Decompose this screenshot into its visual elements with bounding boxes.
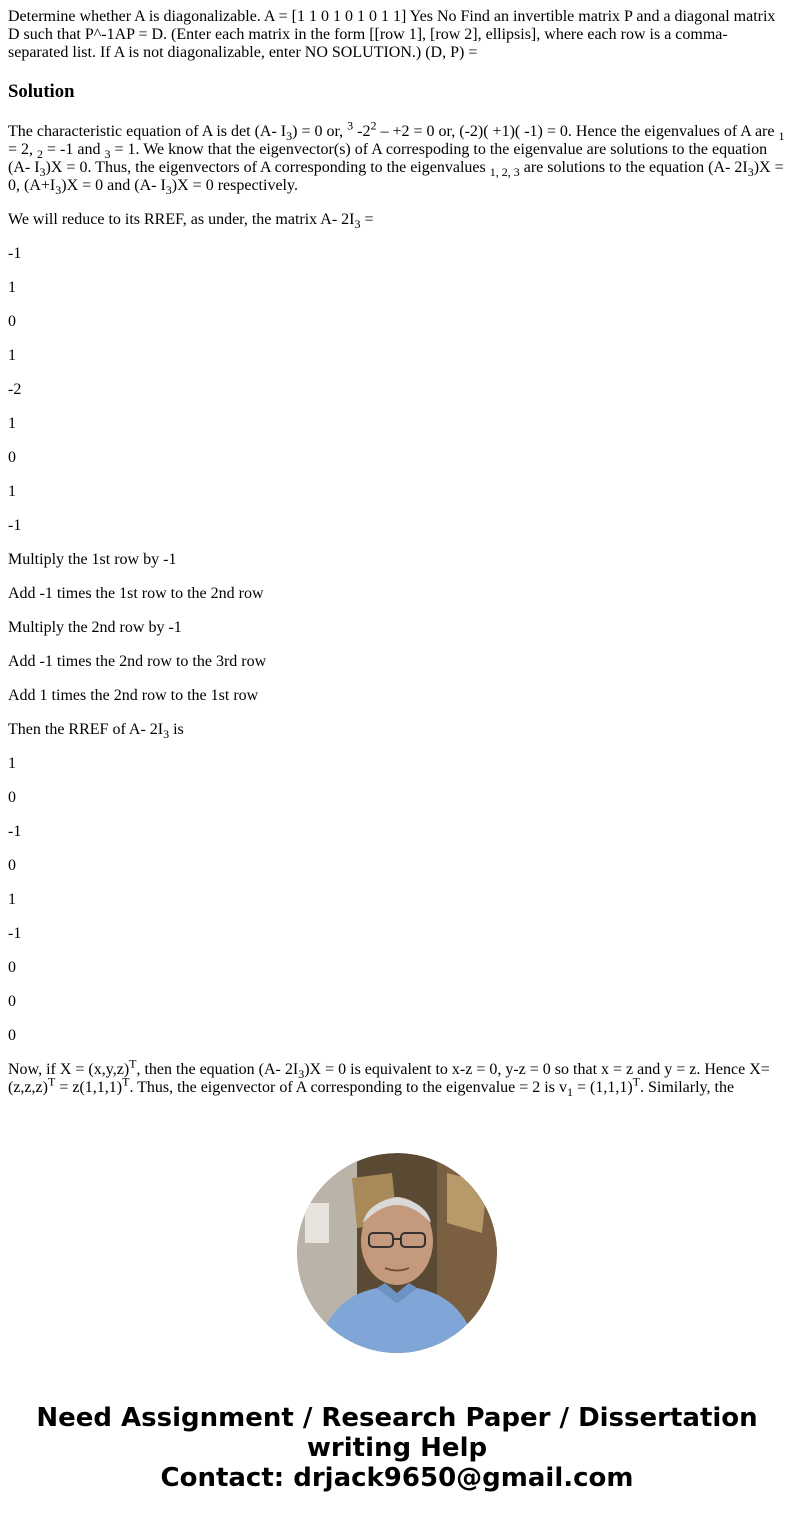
eigenvector-paragraph: Now, if $X = (x,y,z)^T$, then the equation (A- $2I_3)X = 0$ is equivalent to x-z = 0, y-z = 0 so that x = z and y = z. Hence $X= (z,z,z)^T = z(1,1,1)^T$. Thus, the eigenvector of A corresponding to the eigenvalue = 2 is $v_1 = (1,1,1)^T$. Similarly, the [8, 1056, 770, 1100]
promo-contact: Contact: drjack9650@gmail.com [160, 1463, 634, 1493]
author-avatar [297, 1153, 497, 1353]
solution-content [8, 8, 786, 1120]
matrix-entry: 0 [8, 313, 16, 330]
characteristic-equation-paragraph: The characteristic equation of A is det (A- $I_3) = 0$ or, $^3$ $-2^2 - +2 = 0$ or, (-2)( +1)( -1) = 0. Hence the eigenvalues of A are $_1$ = 2, $_2$ = -1 and $_3$ = 1. We know that the eigenvector(s) of A correspoding to the eigenvalue are solutions to the equation (A- $I_3)X = 0$. Thus, the eigenvectors of A corresponding to the eigenvalues $_{1, 2, 3}$ are solutions to the equation (A- $2I_3)X = 0$, $(A+I_3)X = 0$ and (A- $I_3)X = 0$ respectively. [8, 118, 785, 198]
matrix-entry: 0 [8, 1027, 16, 1044]
matrix-entry: -1 [8, 245, 22, 262]
matrix-entry: 0 [8, 789, 16, 806]
matrix-a-minus-2i [8, 245, 786, 535]
row-operation-steps [8, 551, 786, 705]
matrix-entry: 1 [8, 483, 16, 500]
matrix-entry: 1 [8, 279, 16, 296]
row-operation-step: Add -1 times the 1st row to the 2nd row [8, 585, 264, 602]
row-operation-step: Multiply the 2nd row by -1 [8, 619, 182, 636]
row-operation-step: Add -1 times the 2nd row to the 3rd row [8, 653, 267, 670]
promo-line: writing Help [306, 1433, 488, 1463]
matrix-entry: -1 [8, 925, 22, 942]
matrix-entry: -2 [8, 381, 22, 398]
matrix-rref [8, 755, 786, 1045]
row-operation-step: Multiply the 1st row by -1 [8, 551, 177, 568]
matrix-entry: 1 [8, 891, 16, 908]
matrix-entry: 1 [8, 415, 16, 432]
matrix-entry: 0 [8, 449, 16, 466]
promo-line: Need Assignment / Research Paper / Dissertation [36, 1403, 758, 1433]
question-text: Determine whether A is diagonalizable. A = [1 1 0 1 0 1 0 1 1] Yes No Find an invertible matrix P and a diagonal matrix D such that P^-1AP = D. (Enter each matrix in the form [[row 1], [row 2], ellipsis], where each row is a comma-separated list. If A is not diagonalizable, enter NO SOLUTION.) (D, P) = [8, 8, 776, 61]
matrix-entry: 1 [8, 755, 16, 772]
rref-result-intro: Then the RREF of A- $2I_3$ is [8, 721, 184, 742]
matrix-entry: -1 [8, 517, 22, 534]
solution-heading: Solution [8, 81, 75, 102]
matrix-entry: 1 [8, 347, 16, 364]
matrix-entry: -1 [8, 823, 22, 840]
row-operation-step: Add 1 times the 2nd row to the 1st row [8, 687, 259, 704]
author-photo-icon [297, 1153, 497, 1353]
matrix-entry: 0 [8, 857, 16, 874]
matrix-entry: 0 [8, 993, 16, 1010]
rref-intro-paragraph: We will reduce to its RREF, as under, the matrix A- $2I_3$ = [8, 211, 374, 232]
matrix-entry: 0 [8, 959, 16, 976]
promo-banner [0, 1403, 794, 1493]
